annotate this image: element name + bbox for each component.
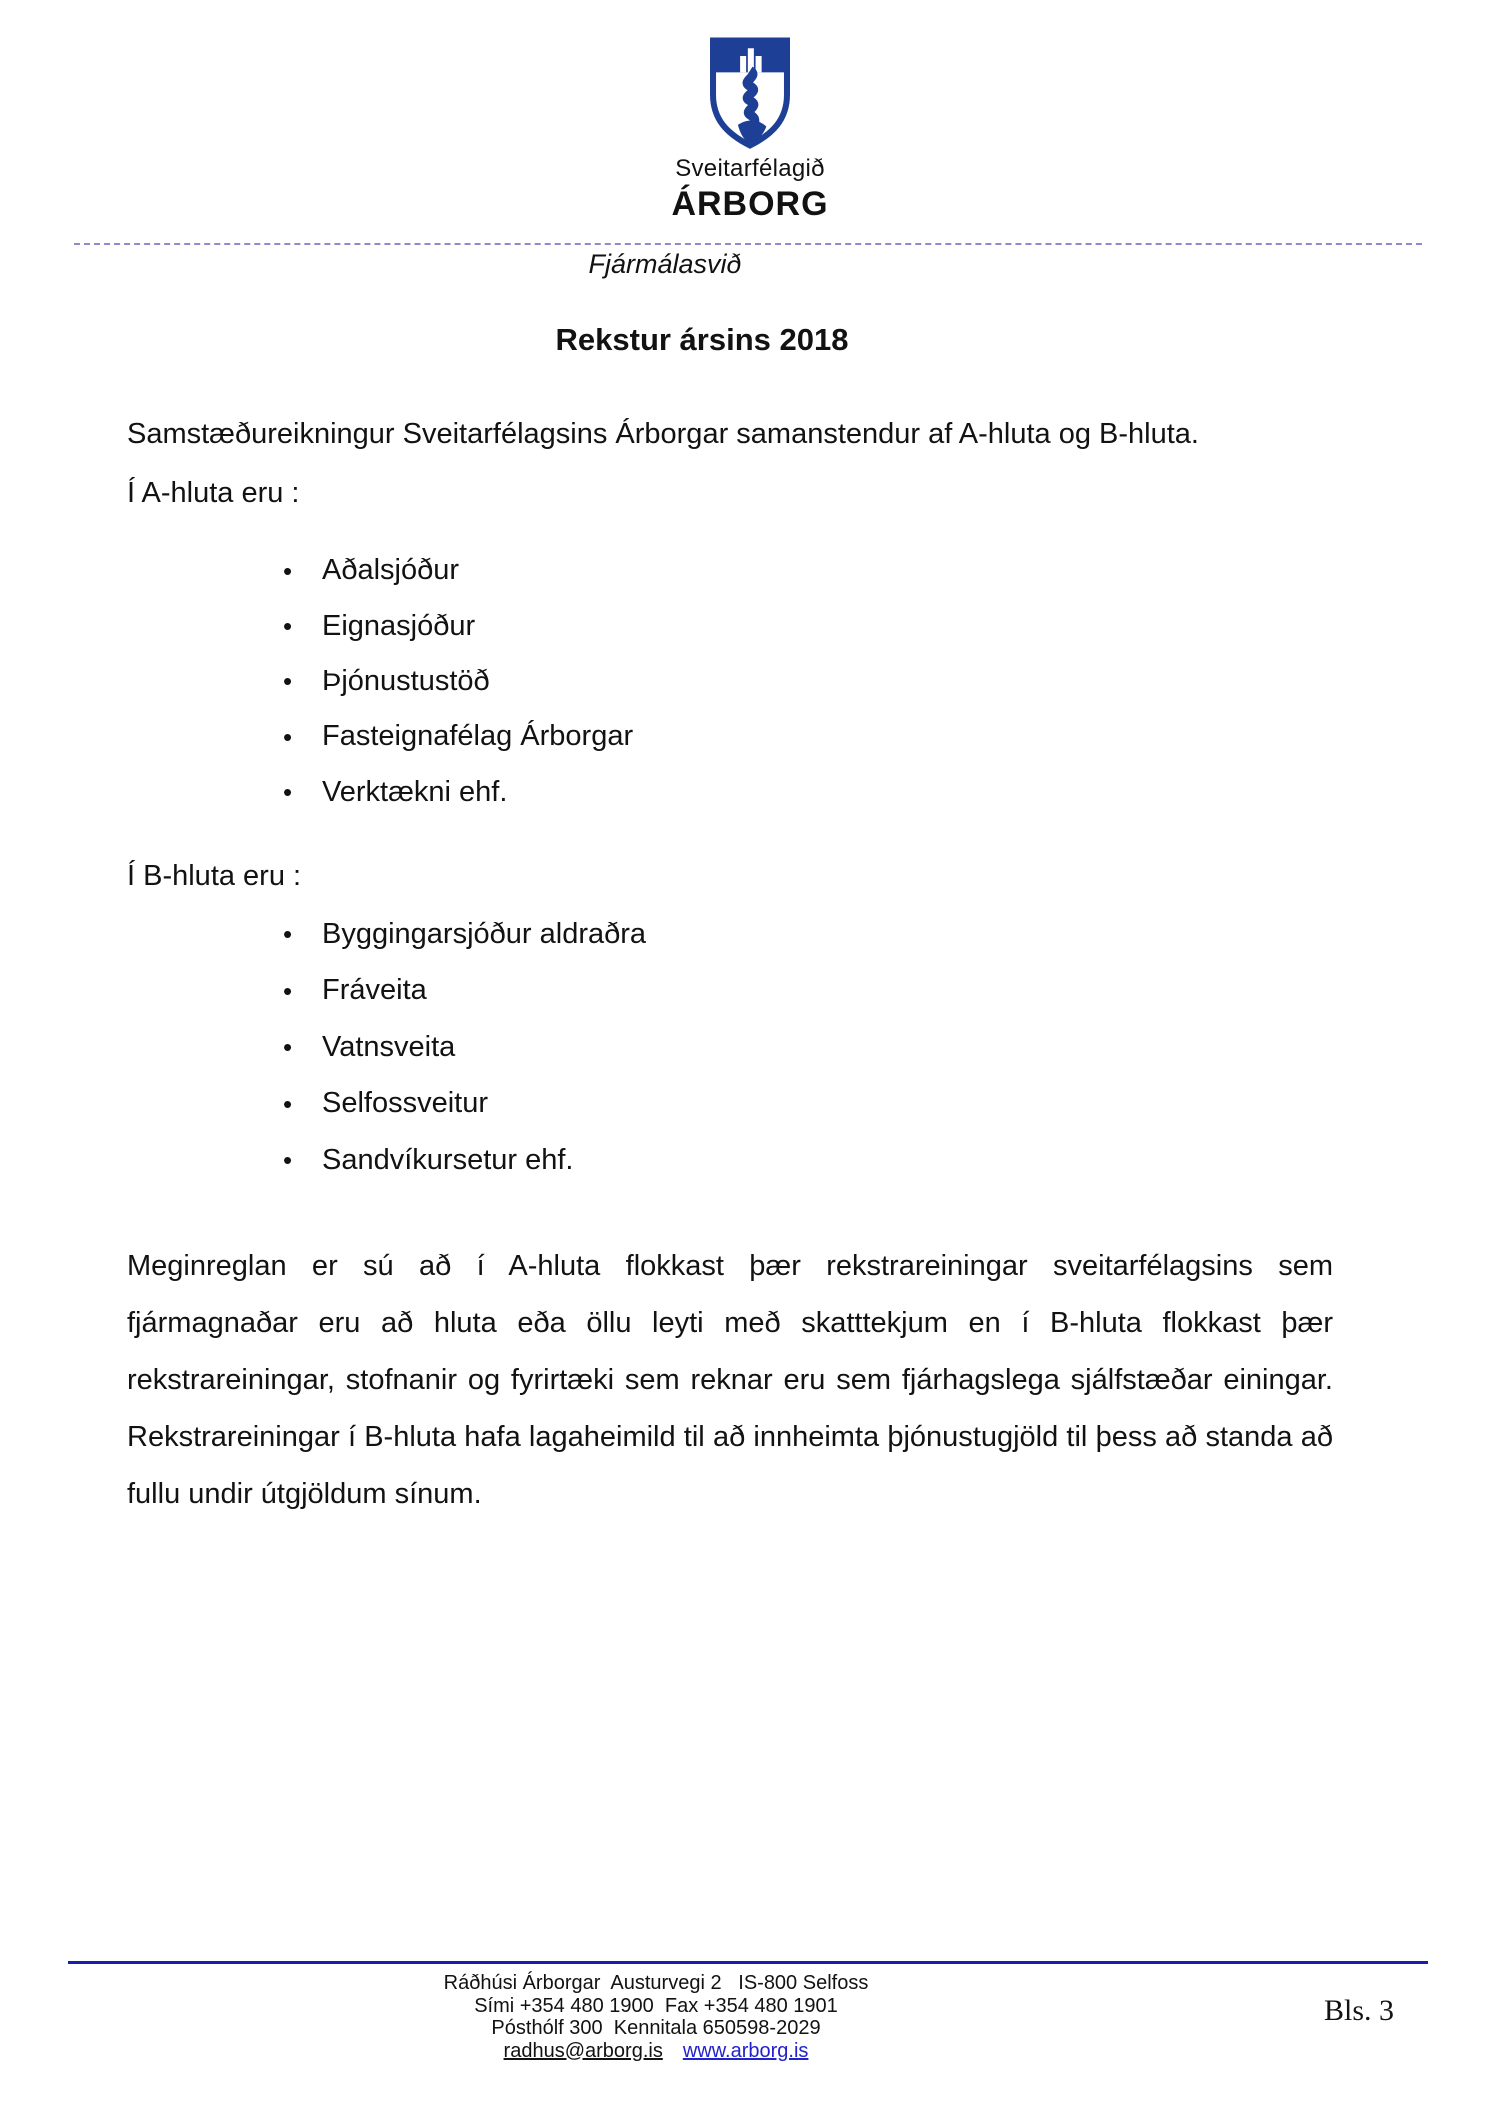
- section-b-list: [127, 906, 1333, 1189]
- list-item-label: Selfossveitur: [322, 1087, 489, 1120]
- bullet-icon: •: [283, 1032, 293, 1063]
- bullet-icon: •: [283, 777, 293, 808]
- list-item: [127, 654, 1333, 709]
- footer-postal: Pósthólf 300 Kennitala 650598-2029: [491, 2017, 821, 2039]
- list-item: [127, 598, 1333, 653]
- main-paragraph: Meginreglan er sú að í A-hluta flokkast þær rekstrareiningar sveitarfélagsins sem fjármagnaðar eru að hluta eða öllu leyti með skatttekjum en í B-hluta flokkast þær rekstrareiningar, stofnanir og fyrirtæki sem reknar eru sem fjárhagslega sjálfstæðar einingar. Rekstrareiningar í B-hluta hafa lagaheimild til að innheimta þjónustugjöld til þess að standa að fullu undir útgjöldum sínum.: [127, 1250, 1333, 1510]
- page-title: Rekstur ársins 2018: [555, 322, 849, 357]
- footer-links: [0, 2040, 1312, 2063]
- list-item: [127, 709, 1333, 764]
- bullet-icon: •: [283, 555, 293, 586]
- intro-paragraph: Samstæðureikningur Sveitarfélagsins Árborgar samanstendur af A-hluta og B-hluta.: [127, 418, 1199, 450]
- bullet-icon: •: [283, 1145, 293, 1176]
- footer-phone: Sími +354 480 1900 Fax +354 480 1901: [474, 1994, 838, 2017]
- list-item: [127, 765, 1333, 820]
- list-item: [127, 543, 1333, 598]
- org-name-bottom: ÁRBORG: [671, 185, 829, 223]
- bullet-icon: •: [283, 919, 293, 950]
- list-item-label: Þjónustustöð: [322, 664, 490, 697]
- list-item-label: Vatnsveita: [322, 1030, 456, 1063]
- list-item-label: Fráveita: [322, 974, 427, 1007]
- footer-divider: [68, 1961, 1428, 1964]
- bullet-icon: •: [283, 666, 293, 697]
- bullet-icon: •: [283, 721, 293, 752]
- page-number: Bls. 3: [1324, 1994, 1395, 2027]
- list-item: [127, 906, 1333, 963]
- municipality-logo: [0, 36, 1500, 224]
- section-a-heading: Í A-hluta eru :: [127, 477, 300, 509]
- list-item-label: Sandvíkursetur ehf.: [322, 1143, 574, 1176]
- header-divider: [74, 243, 1422, 245]
- arborg-shield-icon: [707, 36, 793, 150]
- list-item: [127, 963, 1333, 1020]
- website-link[interactable]: www.arborg.is: [682, 2039, 809, 2062]
- footer-address: Ráðhúsi Árborgar Austurvegi 2 IS-800 Selfoss: [443, 1972, 869, 1994]
- list-item-label: Fasteignafélag Árborgar: [322, 720, 634, 753]
- email-link[interactable]: radhus@arborg.is: [503, 2039, 663, 2062]
- list-item-label: Byggingarsjóður aldraðra: [322, 917, 647, 950]
- bullet-icon: •: [283, 1088, 293, 1119]
- bullet-icon: •: [283, 975, 293, 1006]
- list-item-label: Aðalsjóður: [322, 554, 460, 587]
- section-a-list: [127, 543, 1333, 820]
- list-item: [127, 1019, 1333, 1076]
- list-item: [127, 1132, 1333, 1189]
- list-item: [127, 1076, 1333, 1133]
- list-item-label: Verktækni ehf.: [322, 775, 508, 808]
- bullet-icon: •: [283, 611, 293, 642]
- department-name: Fjármálasvið: [588, 249, 742, 279]
- list-item-label: Eignasjóður: [322, 609, 476, 642]
- footer-block: [0, 1972, 1312, 2062]
- section-b-heading: Í B-hluta eru :: [127, 860, 302, 892]
- org-name-top: Sveitarfélagið: [675, 155, 825, 182]
